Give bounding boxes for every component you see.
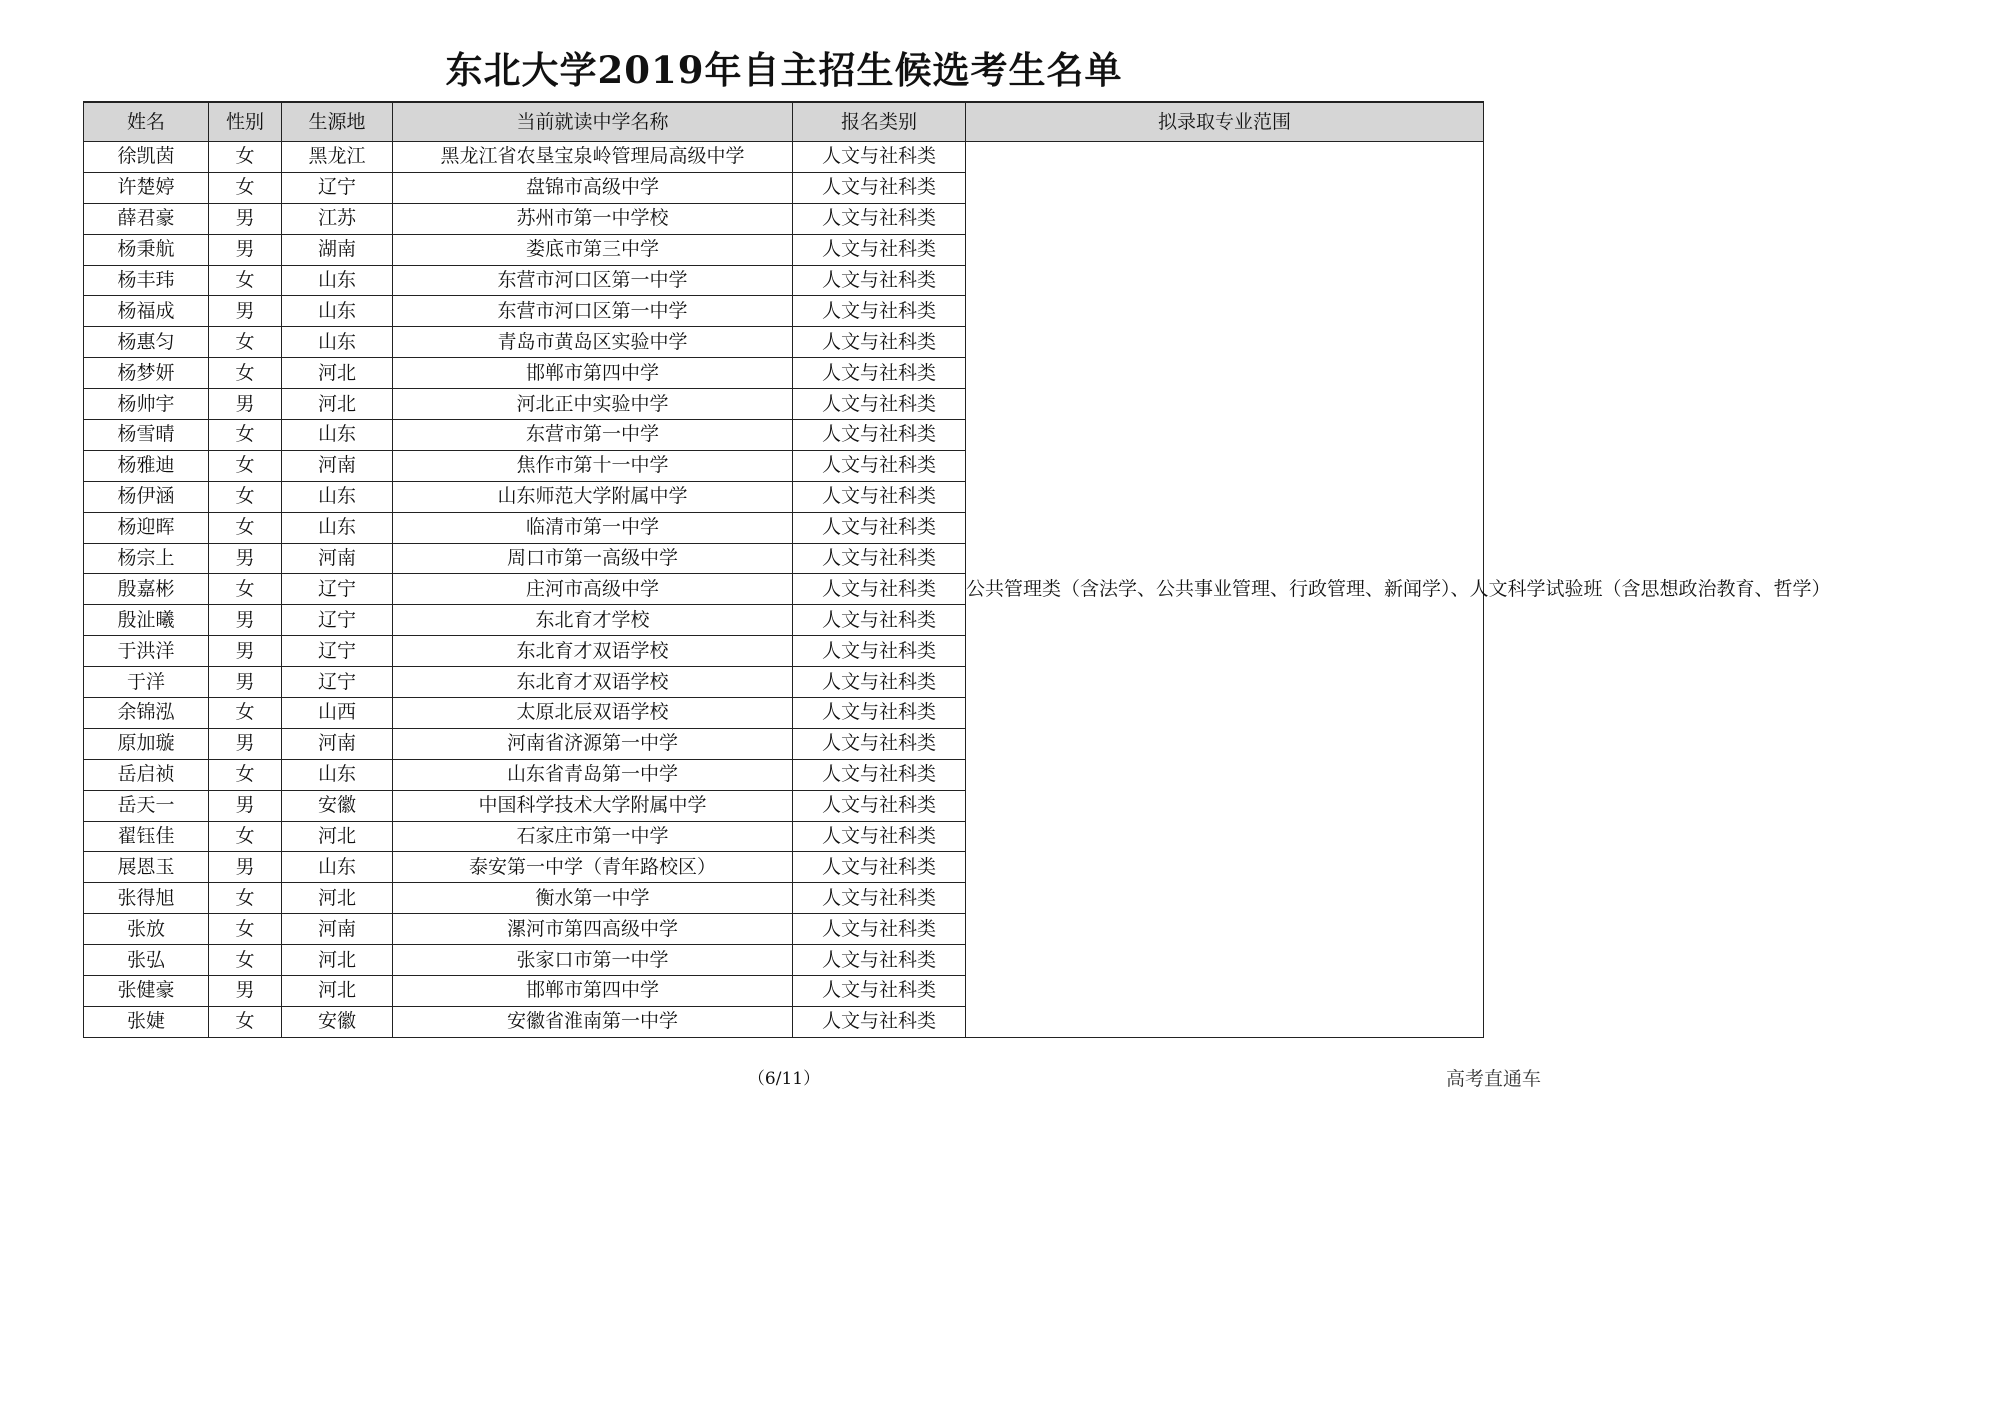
cell-school: 东北育才双语学校: [393, 636, 793, 667]
cell-category: 人文与社科类: [793, 728, 966, 759]
cell-name: 薛君豪: [84, 203, 209, 234]
cell-origin: 河北: [282, 821, 393, 852]
cell-origin: 山东: [282, 512, 393, 543]
cell-name: 杨帅宇: [84, 389, 209, 420]
cell-category: 人文与社科类: [793, 203, 966, 234]
cell-gender: 女: [209, 698, 282, 729]
cell-category: 人文与社科类: [793, 914, 966, 945]
cell-school: 石家庄市第一中学: [393, 821, 793, 852]
cell-gender: 男: [209, 728, 282, 759]
cell-category: 人文与社科类: [793, 883, 966, 914]
cell-school: 黑龙江省农垦宝泉岭管理局高级中学: [393, 142, 793, 173]
cell-origin: 湖南: [282, 234, 393, 265]
cell-category: 人文与社科类: [793, 976, 966, 1007]
cell-origin: 山东: [282, 852, 393, 883]
cell-name: 余锦泓: [84, 698, 209, 729]
cell-name: 杨梦妍: [84, 358, 209, 389]
cell-school: 盘锦市高级中学: [393, 172, 793, 203]
cell-category: 人文与社科类: [793, 296, 966, 327]
cell-name: 于洋: [84, 667, 209, 698]
cell-school: 周口市第一高级中学: [393, 543, 793, 574]
cell-name: 杨迎晖: [84, 512, 209, 543]
cell-name: 张健豪: [84, 976, 209, 1007]
cell-gender: 男: [209, 234, 282, 265]
cell-school: 河北正中实验中学: [393, 389, 793, 420]
cell-category: 人文与社科类: [793, 574, 966, 605]
header-gender: 性别: [209, 102, 282, 142]
header-row: [84, 102, 1484, 142]
cell-school: 邯郸市第四中学: [393, 358, 793, 389]
cell-category: 人文与社科类: [793, 234, 966, 265]
header-school: 当前就读中学名称: [393, 102, 793, 142]
cell-name: 杨丰玮: [84, 265, 209, 296]
cell-origin: 辽宁: [282, 574, 393, 605]
cell-name: 张得旭: [84, 883, 209, 914]
cell-school: 焦作市第十一中学: [393, 450, 793, 481]
cell-origin: 河北: [282, 389, 393, 420]
cell-gender: 女: [209, 759, 282, 790]
cell-school: 泰安第一中学（青年路校区）: [393, 852, 793, 883]
cell-name: 翟钰佳: [84, 821, 209, 852]
cell-origin: 河南: [282, 450, 393, 481]
table-body: [84, 142, 1831, 1038]
cell-gender: 女: [209, 821, 282, 852]
cell-gender: 女: [209, 172, 282, 203]
cell-gender: 女: [209, 512, 282, 543]
cell-gender: 女: [209, 420, 282, 451]
cell-gender: 男: [209, 203, 282, 234]
cell-gender: 男: [209, 976, 282, 1007]
cell-origin: 河南: [282, 543, 393, 574]
cell-origin: 辽宁: [282, 636, 393, 667]
cell-category: 人文与社科类: [793, 698, 966, 729]
cell-school: 张家口市第一中学: [393, 945, 793, 976]
cell-school: 庄河市高级中学: [393, 574, 793, 605]
cell-category: 人文与社科类: [793, 790, 966, 821]
cell-school: 东北育才双语学校: [393, 667, 793, 698]
cell-gender: 女: [209, 945, 282, 976]
cell-gender: 女: [209, 265, 282, 296]
cell-gender: 女: [209, 450, 282, 481]
cell-origin: 辽宁: [282, 605, 393, 636]
cell-gender: 男: [209, 852, 282, 883]
cell-category: 人文与社科类: [793, 265, 966, 296]
header-majors: 拟录取专业范围: [966, 102, 1484, 142]
cell-school: 东营市第一中学: [393, 420, 793, 451]
cell-origin: 山东: [282, 327, 393, 358]
cell-name: 张弘: [84, 945, 209, 976]
cell-category: 人文与社科类: [793, 450, 966, 481]
cell-origin: 山东: [282, 296, 393, 327]
cell-gender: 女: [209, 883, 282, 914]
cell-school: 苏州市第一中学校: [393, 203, 793, 234]
cell-category: 人文与社科类: [793, 327, 966, 358]
cell-school: 娄底市第三中学: [393, 234, 793, 265]
watermark: 高考直通车: [1446, 1068, 1542, 1090]
cell-name: 杨宗上: [84, 543, 209, 574]
cell-name: 徐凯茵: [84, 142, 209, 173]
cell-gender: 男: [209, 667, 282, 698]
cell-name: 杨福成: [84, 296, 209, 327]
cell-name: 杨雪晴: [84, 420, 209, 451]
cell-gender: 男: [209, 389, 282, 420]
document-title: 东北大学2019年自主招生候选考生名单: [445, 48, 1123, 92]
cell-name: 殷沚曦: [84, 605, 209, 636]
cell-origin: 山东: [282, 759, 393, 790]
cell-name: 殷嘉彬: [84, 574, 209, 605]
cell-school: 青岛市黄岛区实验中学: [393, 327, 793, 358]
cell-name: 于洪洋: [84, 636, 209, 667]
cell-category: 人文与社科类: [793, 667, 966, 698]
cell-gender: 女: [209, 914, 282, 945]
header-origin: 生源地: [282, 102, 393, 142]
cell-school: 东北育才学校: [393, 605, 793, 636]
cell-category: 人文与社科类: [793, 172, 966, 203]
cell-category: 人文与社科类: [793, 636, 966, 667]
cell-origin: 安徽: [282, 1006, 393, 1037]
cell-origin: 河北: [282, 945, 393, 976]
cell-name: 杨秉航: [84, 234, 209, 265]
header-category: 报名类别: [793, 102, 966, 142]
cell-school: 东营市河口区第一中学: [393, 296, 793, 327]
cell-name: 展恩玉: [84, 852, 209, 883]
cell-category: 人文与社科类: [793, 945, 966, 976]
cell-origin: 河南: [282, 728, 393, 759]
cell-origin: 河北: [282, 976, 393, 1007]
cell-gender: 男: [209, 790, 282, 821]
cell-school: 漯河市第四高级中学: [393, 914, 793, 945]
cell-school: 山东省青岛第一中学: [393, 759, 793, 790]
cell-category: 人文与社科类: [793, 389, 966, 420]
cell-school: 邯郸市第四中学: [393, 976, 793, 1007]
cell-origin: 河北: [282, 883, 393, 914]
cell-school: 中国科学技术大学附属中学: [393, 790, 793, 821]
cell-school: 安徽省淮南第一中学: [393, 1006, 793, 1037]
cell-gender: 女: [209, 1006, 282, 1037]
cell-category: 人文与社科类: [793, 759, 966, 790]
cell-origin: 黑龙江: [282, 142, 393, 173]
cell-name: 杨惠匀: [84, 327, 209, 358]
cell-majors-range: 公共管理类（含法学、公共事业管理、行政管理、新闻学）、人文科学试验班（含思想政治教育、哲学）: [966, 142, 1484, 1038]
cell-school: 临清市第一中学: [393, 512, 793, 543]
header-name: 姓名: [84, 102, 209, 142]
cell-gender: 男: [209, 605, 282, 636]
cell-gender: 男: [209, 296, 282, 327]
cell-school: 河南省济源第一中学: [393, 728, 793, 759]
table-row: [84, 142, 1484, 173]
cell-origin: 安徽: [282, 790, 393, 821]
cell-origin: 山东: [282, 481, 393, 512]
cell-gender: 女: [209, 142, 282, 173]
cell-category: 人文与社科类: [793, 1006, 966, 1037]
cell-category: 人文与社科类: [793, 605, 966, 636]
cell-name: 原加璇: [84, 728, 209, 759]
cell-origin: 山东: [282, 420, 393, 451]
cell-gender: 女: [209, 481, 282, 512]
cell-school: 山东师范大学附属中学: [393, 481, 793, 512]
page-number: （6/11）: [747, 1069, 821, 1089]
cell-origin: 山东: [282, 265, 393, 296]
cell-gender: 女: [209, 358, 282, 389]
cell-origin: 河南: [282, 914, 393, 945]
cell-category: 人文与社科类: [793, 142, 966, 173]
cell-category: 人文与社科类: [793, 821, 966, 852]
cell-origin: 河北: [282, 358, 393, 389]
cell-origin: 辽宁: [282, 172, 393, 203]
cell-school: 衡水第一中学: [393, 883, 793, 914]
cell-school: 东营市河口区第一中学: [393, 265, 793, 296]
cell-name: 岳天一: [84, 790, 209, 821]
candidate-table: [83, 101, 1831, 1038]
cell-category: 人文与社科类: [793, 512, 966, 543]
cell-gender: 男: [209, 636, 282, 667]
cell-gender: 女: [209, 327, 282, 358]
cell-category: 人文与社科类: [793, 543, 966, 574]
cell-name: 杨伊涵: [84, 481, 209, 512]
cell-name: 杨雅迪: [84, 450, 209, 481]
cell-name: 岳启祯: [84, 759, 209, 790]
cell-origin: 江苏: [282, 203, 393, 234]
cell-name: 张婕: [84, 1006, 209, 1037]
cell-category: 人文与社科类: [793, 420, 966, 451]
cell-category: 人文与社科类: [793, 481, 966, 512]
cell-name: 张放: [84, 914, 209, 945]
cell-origin: 山西: [282, 698, 393, 729]
cell-school: 太原北辰双语学校: [393, 698, 793, 729]
cell-category: 人文与社科类: [793, 358, 966, 389]
cell-origin: 辽宁: [282, 667, 393, 698]
cell-name: 许楚婷: [84, 172, 209, 203]
cell-category: 人文与社科类: [793, 852, 966, 883]
cell-gender: 女: [209, 574, 282, 605]
cell-gender: 男: [209, 543, 282, 574]
